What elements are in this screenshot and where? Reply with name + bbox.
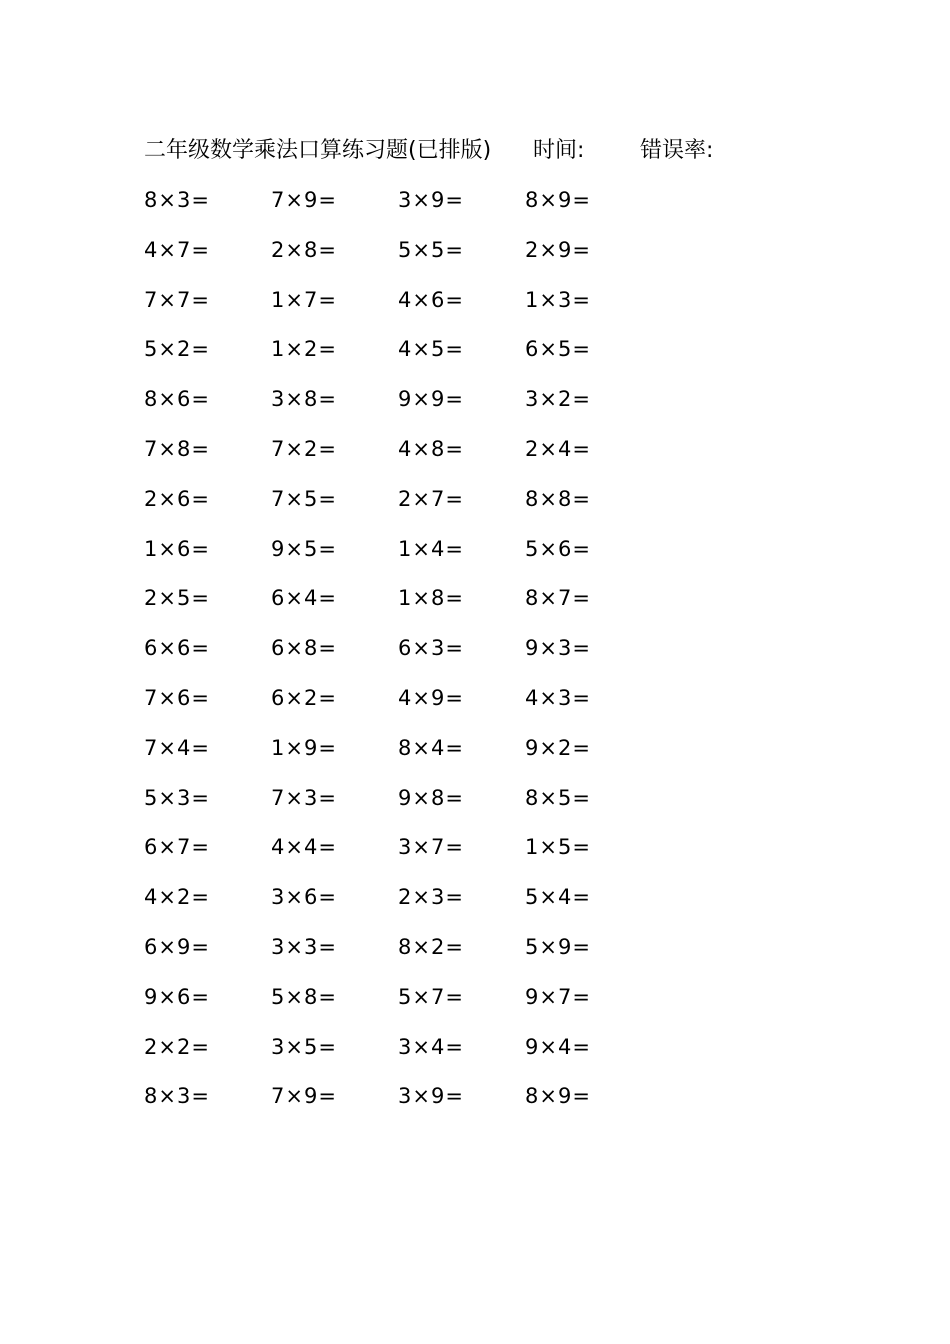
- problem-item: 7×8=: [144, 436, 210, 461]
- problem-item: 5×9=: [525, 934, 591, 959]
- time-label: 时间:: [533, 138, 585, 163]
- problem-item: 9×9=: [398, 387, 464, 412]
- problem-item: 2×3=: [398, 885, 464, 910]
- problem-row: [144, 732, 664, 782]
- problem-item: 2×8=: [271, 237, 337, 262]
- problem-row: [144, 184, 664, 234]
- problem-item: 9×8=: [398, 785, 464, 810]
- problem-item: 4×3=: [525, 685, 591, 710]
- problem-item: 8×9=: [525, 1084, 591, 1109]
- problem-item: 4×2=: [144, 885, 210, 910]
- problem-item: 7×6=: [144, 685, 210, 710]
- problem-item: 5×8=: [271, 984, 337, 1009]
- problem-row: [144, 533, 664, 583]
- problem-item: 3×7=: [398, 835, 464, 860]
- problem-item: 3×8=: [271, 387, 337, 412]
- problem-row: [144, 981, 664, 1031]
- problem-item: 3×9=: [398, 188, 464, 212]
- problem-item: 1×8=: [398, 586, 464, 611]
- problem-item: 5×3=: [144, 785, 210, 810]
- problem-item: 4×5=: [398, 337, 464, 362]
- problem-row: [144, 682, 664, 732]
- problem-item: 9×7=: [525, 984, 591, 1009]
- problem-item: 8×4=: [398, 735, 464, 760]
- problem-item: 8×6=: [144, 387, 210, 412]
- problem-item: 1×5=: [525, 835, 591, 860]
- problem-item: 8×7=: [525, 586, 591, 611]
- problem-row: [144, 333, 664, 383]
- problem-item: 8×3=: [144, 1084, 210, 1109]
- problem-item: 9×6=: [144, 984, 210, 1009]
- problem-item: 7×9=: [271, 1084, 337, 1109]
- problem-item: 5×7=: [398, 984, 464, 1009]
- problem-item: 5×5=: [398, 237, 464, 262]
- problem-item: 5×2=: [144, 337, 210, 362]
- problem-grid: [144, 184, 664, 1130]
- problem-row: [144, 582, 664, 632]
- problem-item: 3×3=: [271, 934, 337, 959]
- problem-item: 2×6=: [144, 486, 210, 511]
- worksheet-header: [144, 134, 844, 168]
- problem-item: 8×2=: [398, 934, 464, 959]
- problem-item: 1×9=: [271, 735, 337, 760]
- problem-row: [144, 1080, 664, 1130]
- problem-item: 7×7=: [144, 287, 210, 312]
- problem-item: 4×4=: [271, 835, 337, 860]
- problem-item: 7×9=: [271, 188, 337, 212]
- problem-row: [144, 782, 664, 832]
- problem-row: [144, 284, 664, 334]
- problem-item: 2×9=: [525, 237, 591, 262]
- problem-item: 4×6=: [398, 287, 464, 312]
- problem-item: 7×3=: [271, 785, 337, 810]
- problem-item: 6×2=: [271, 685, 337, 710]
- problem-item: 9×3=: [525, 636, 591, 661]
- problem-item: 1×3=: [525, 287, 591, 312]
- problem-item: 3×9=: [398, 1084, 464, 1109]
- problem-item: 3×2=: [525, 387, 591, 412]
- problem-item: 1×6=: [144, 536, 210, 561]
- problem-item: 1×7=: [271, 287, 337, 312]
- problem-item: 6×3=: [398, 636, 464, 661]
- problem-item: 9×2=: [525, 735, 591, 760]
- problem-item: 6×4=: [271, 586, 337, 611]
- problem-item: 9×4=: [525, 1034, 591, 1059]
- problem-item: 1×2=: [271, 337, 337, 362]
- problem-item: 6×5=: [525, 337, 591, 362]
- problem-item: 3×5=: [271, 1034, 337, 1059]
- problem-item: 8×9=: [525, 188, 591, 212]
- problem-item: 4×9=: [398, 685, 464, 710]
- problem-item: 4×7=: [144, 237, 210, 262]
- problem-row: [144, 234, 664, 284]
- problem-item: 6×7=: [144, 835, 210, 860]
- problem-item: 8×3=: [144, 188, 210, 212]
- problem-row: [144, 632, 664, 682]
- problem-item: 5×6=: [525, 536, 591, 561]
- problem-item: 2×2=: [144, 1034, 210, 1059]
- problem-item: 6×8=: [271, 636, 337, 661]
- problem-item: 2×7=: [398, 486, 464, 511]
- problem-row: [144, 483, 664, 533]
- problem-row: [144, 931, 664, 981]
- problem-item: 9×5=: [271, 536, 337, 561]
- problem-item: 3×4=: [398, 1034, 464, 1059]
- problem-item: 1×4=: [398, 536, 464, 561]
- problem-row: [144, 881, 664, 931]
- problem-item: 2×4=: [525, 436, 591, 461]
- problem-item: 7×2=: [271, 436, 337, 461]
- error-rate-label: 错误率:: [640, 138, 714, 163]
- problem-item: 7×4=: [144, 735, 210, 760]
- problem-row: [144, 1031, 664, 1081]
- problem-row: [144, 831, 664, 881]
- problem-item: 3×6=: [271, 885, 337, 910]
- problem-item: 6×9=: [144, 934, 210, 959]
- problem-item: 7×5=: [271, 486, 337, 511]
- problem-item: 4×8=: [398, 436, 464, 461]
- problem-item: 8×8=: [525, 486, 591, 511]
- problem-row: [144, 433, 664, 483]
- problem-item: 2×5=: [144, 586, 210, 611]
- problem-item: 5×4=: [525, 885, 591, 910]
- problem-row: [144, 383, 664, 433]
- problem-item: 6×6=: [144, 636, 210, 661]
- worksheet-title: 二年级数学乘法口算练习题(已排版): [144, 138, 492, 163]
- problem-item: 8×5=: [525, 785, 591, 810]
